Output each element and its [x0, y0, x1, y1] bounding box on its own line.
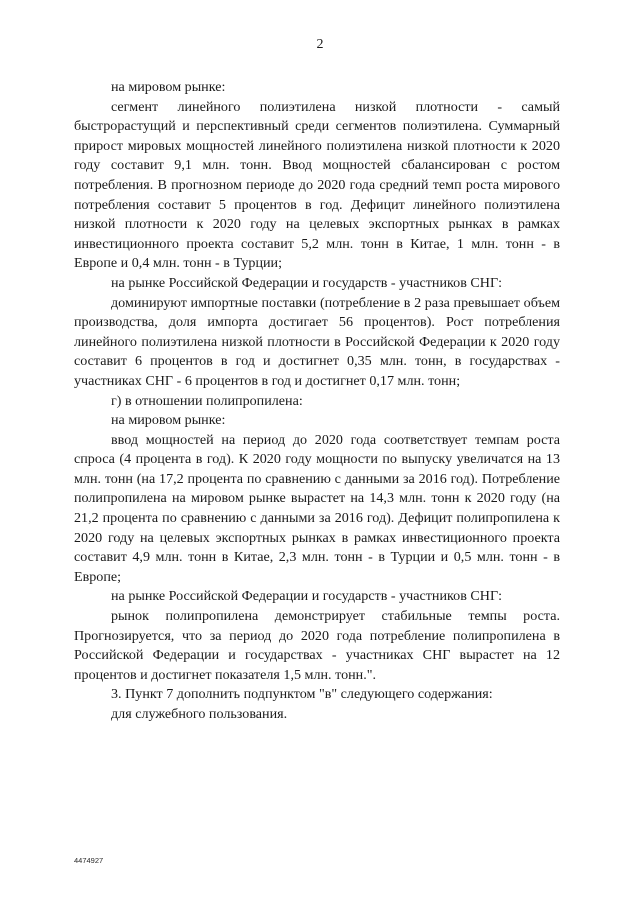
- page-number: 2: [316, 37, 324, 52]
- paragraph-lldpe-russia-cis: доминируют импортные поставки (потребление в 2 раза превышает объем производства, доля импорта достигает 56 процентов). Рост потребления линейного полиэтилена низкой плотности в Российской Федерации к 2020 году составит 6 процентов в год и достигнет 0,35 млн. тонн, в государствах - участниках СНГ - 6 процентов в год и достигнет 0,17 млн. тонн;: [74, 294, 560, 389]
- paragraph-pp-russia-cis: рынок полипропилена демонстрирует стабильные темпы роста. Прогнозируется, что за период до 2020 года потребление полипропилена в Российской Федерации и государствах - участниках СНГ вырастет на 12 процентов и достигнет показателя 1,5 млн. тонн.".: [74, 608, 560, 683]
- document-body: [74, 78, 560, 725]
- paragraph-world-market-heading: на мировом рынке:: [111, 79, 226, 95]
- paragraph-pp-russia-cis-heading: на рынке Российской Федерации и государств - участников СНГ:: [111, 588, 503, 605]
- paragraph-polypropylene-heading: г) в отношении полипропилена:: [111, 392, 303, 409]
- paragraph-restricted-use: для служебного пользования.: [111, 706, 288, 722]
- document-code: 4474927: [74, 856, 104, 865]
- paragraph-item-3: 3. Пункт 7 дополнить подпунктом "в" следующего содержания:: [111, 686, 493, 703]
- paragraph-pp-world-market-heading: на мировом рынке:: [111, 412, 226, 429]
- paragraph-lldpe-world: сегмент линейного полиэтилена низкой плотности - самый быстрорастущий и перспективный среди сегментов полиэтилена. Суммарный прирост мировых мощностей линейного полиэтилена низкой плотности к 2020 году составит 9,1 млн. тонн. Ввод мощностей сбалансирован с ростом потребления. В прогнозном периоде до 2020 года средний темп роста мирового потребления составит 5 процентов в год. Дефицит линейного полиэтилена низкой плотности к 2020 году на целевых экспортных рынках в рамках инвестиционного проекта составит 5,2 млн. тонн в Китае, 1 млн. тонн - в Европе и 0,4 млн. тонн - в Турции;: [74, 98, 560, 272]
- paragraph-pp-world: ввод мощностей на период до 2020 года соответствует темпам роста спроса (4 процента в год). К 2020 году мощности по выпуску увеличатся на 13 млн. тонн (на 17,2 процента по сравнению с данными за 2016 год). Потребление полипропилена на мировом рынке вырастет на 14,3 млн. тонн к 2020 году (на 21,2 процента по сравнению с данными за 2016 год). Дефицит полипропилена к 2020 году на целевых экспортных рынках в рамках инвестиционного проекта составит 4,9 млн. тонн в Китае, 2,3 млн. тонн - в Турции и 0,5 млн. тонн - в Европе;: [74, 431, 560, 585]
- paragraph-russia-cis-heading: на рынке Российской Федерации и государств - участников СНГ:: [111, 274, 503, 291]
